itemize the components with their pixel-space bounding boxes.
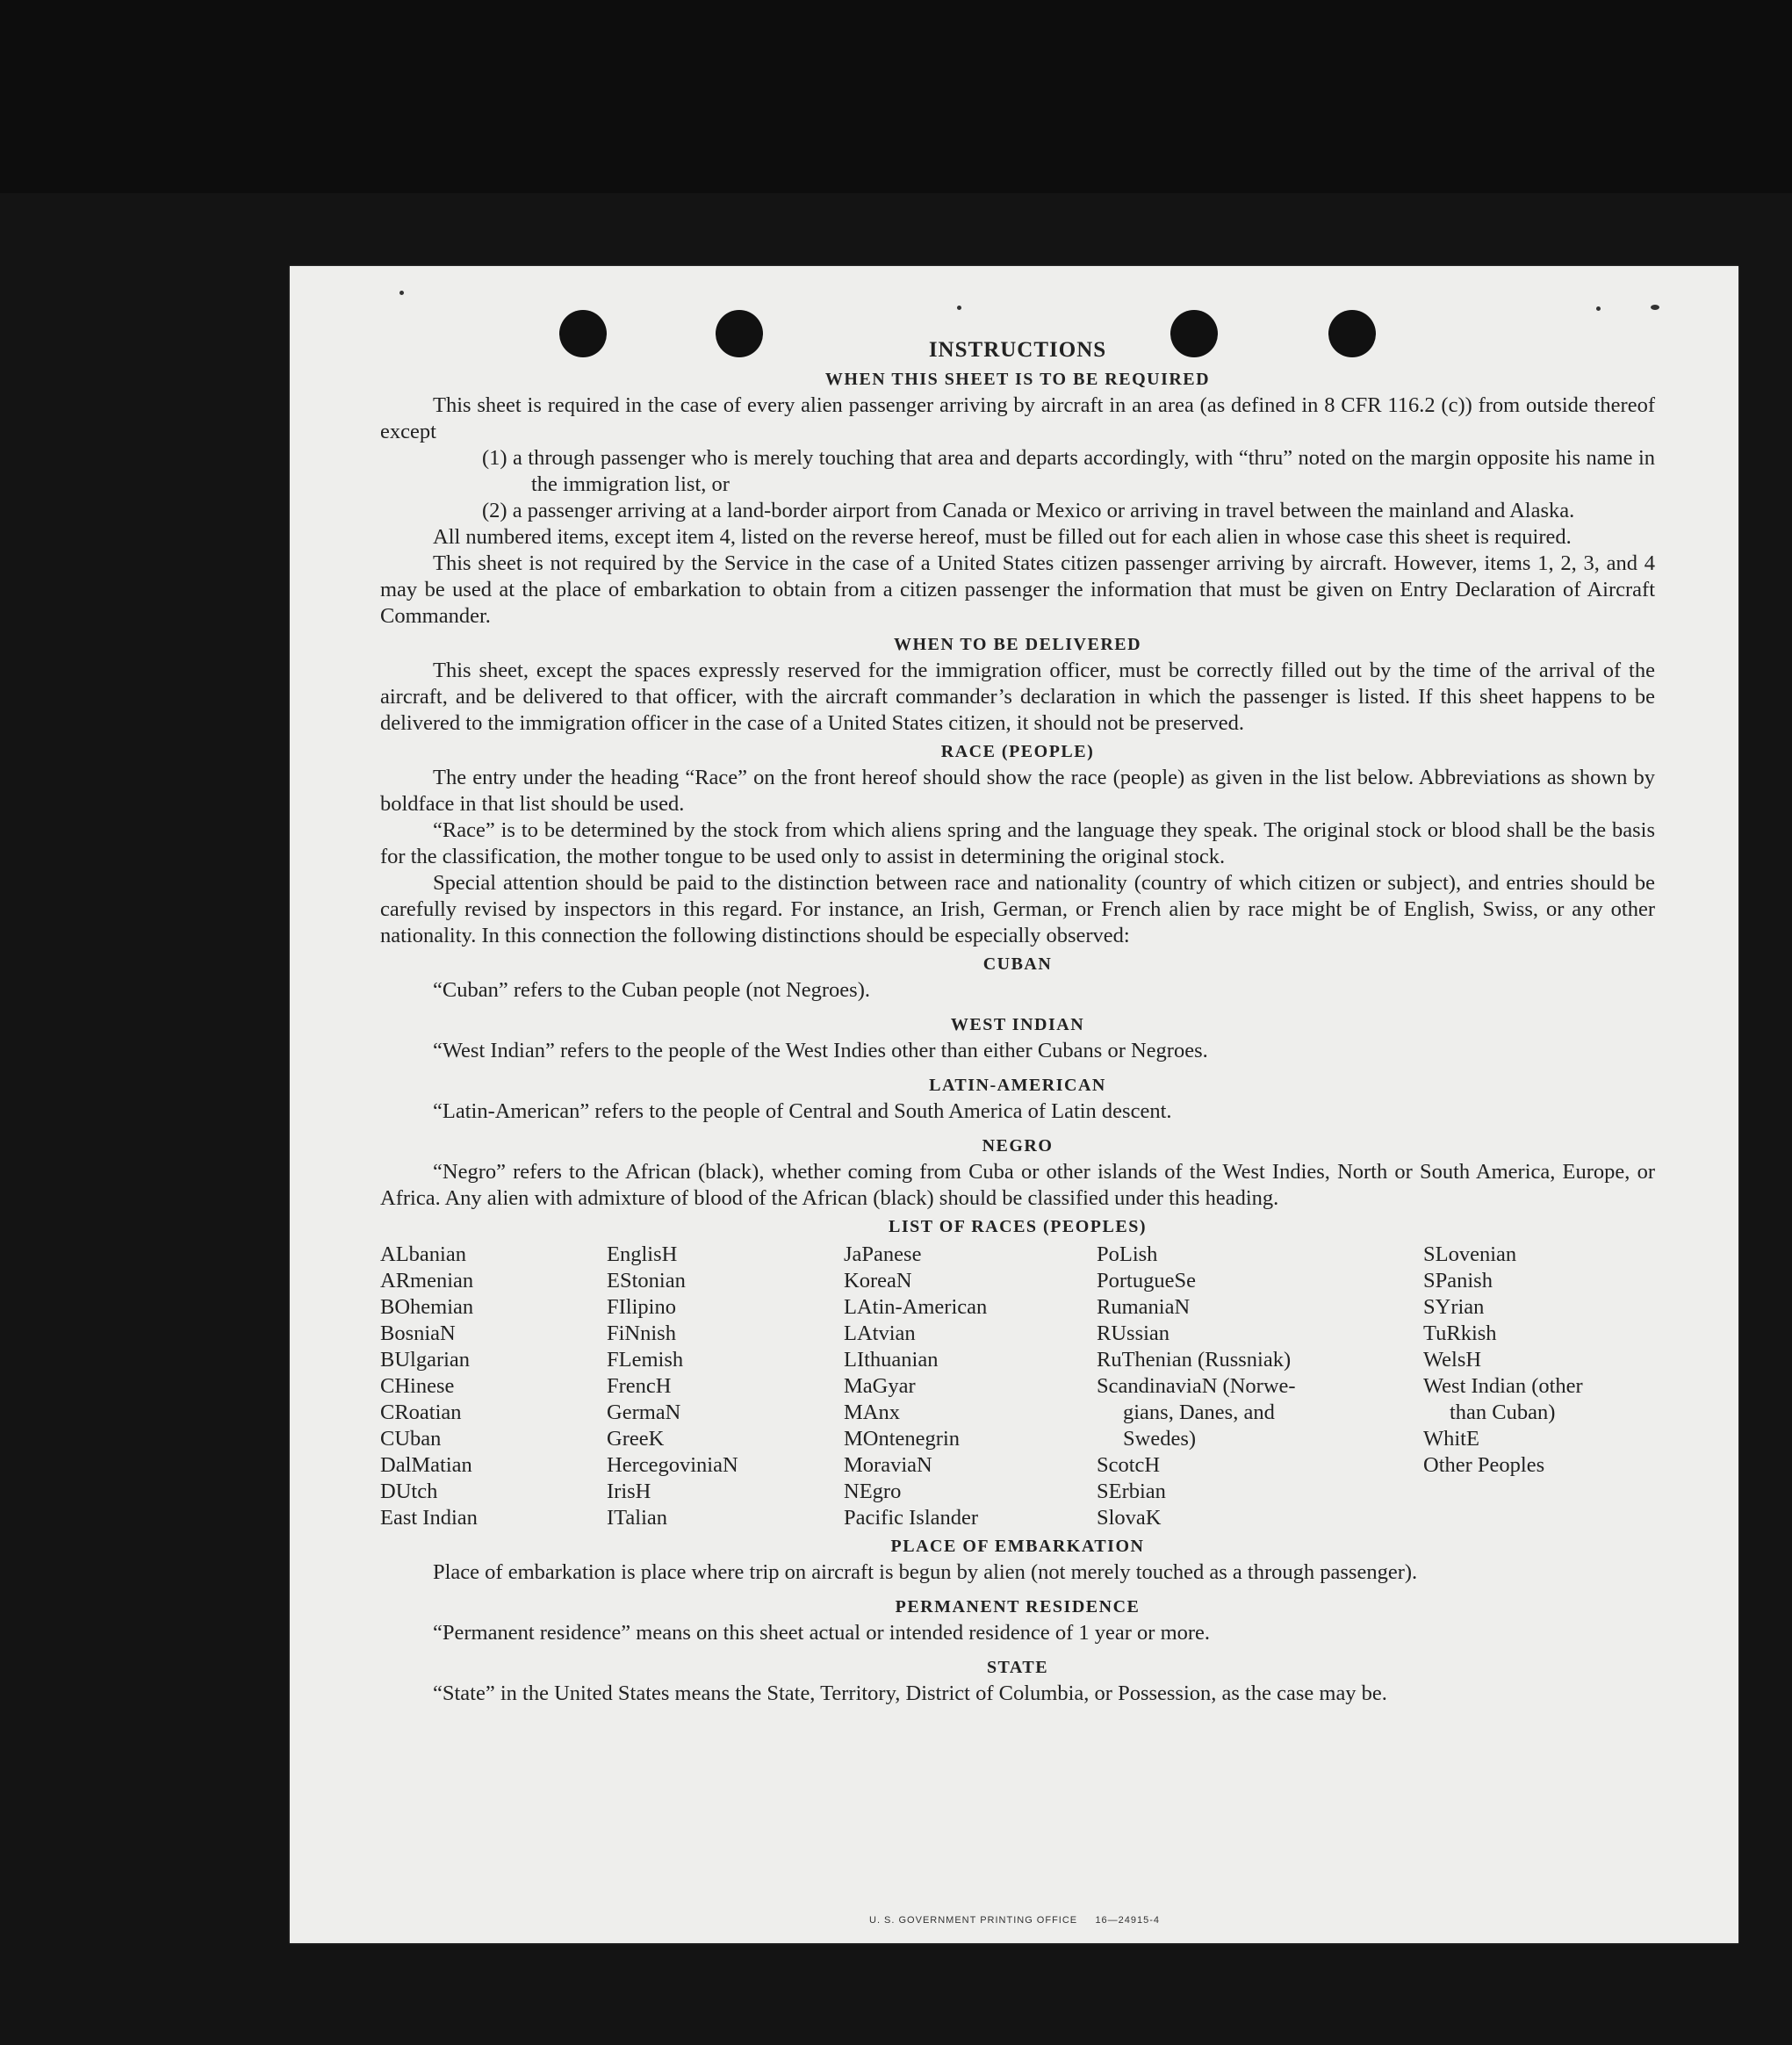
race-entry: BOhemian xyxy=(380,1295,474,1319)
race-entry: Pacific Islander xyxy=(844,1506,979,1530)
paragraph: “Race” is to be determined by the stock from which aliens spring and the language they speak. The original stock or blood shall be the basis for the classification, the mother tongue to be used only to assist in determining the original stock. xyxy=(380,818,1655,868)
paragraph: This sheet, except the spaces expressly reserved for the immigration officer, must be correctly filled out by the time of the arrival of the aircraft, and be delivered to that officer, with the aircraft commander’s declaration in which the passenger is listed. If this sheet happens to be delivered to the immigration officer in the case of a United States citizen, it should not be preserved. xyxy=(380,659,1655,735)
heading-race: RACE (PEOPLE) xyxy=(940,742,1095,761)
race-entry: RumaniaN xyxy=(1097,1295,1191,1319)
race-entry: EnglisH xyxy=(607,1242,678,1266)
races-column xyxy=(1423,1242,1655,1531)
race-entry: RuThenian (Russniak) xyxy=(1097,1348,1292,1372)
list-item: (2) a passenger arriving at a land-border airport from Canada or Mexico or arriving in travel between the mainland and Alaska. xyxy=(482,499,1575,522)
race-entry: EStonian xyxy=(607,1269,686,1293)
heading-west-indian: WEST INDIAN xyxy=(950,1015,1085,1034)
race-entry: LAtin-American xyxy=(844,1295,988,1319)
race-entry: PortugueSe xyxy=(1097,1269,1196,1293)
race-entry: West Indian (other xyxy=(1423,1374,1583,1398)
heading-negro: NEGRO xyxy=(982,1136,1054,1156)
race-entry: WelsH xyxy=(1423,1348,1482,1372)
printer-name: U. S. GOVERNMENT PRINTING OFFICE xyxy=(869,1915,1078,1926)
race-entry: MOntenegrin xyxy=(844,1427,960,1451)
race-entry: East Indian xyxy=(380,1506,478,1530)
heading-cuban: CUBAN xyxy=(982,954,1053,974)
race-entry: ARmenian xyxy=(380,1269,474,1293)
race-entry: SLovenian xyxy=(1423,1242,1517,1266)
paragraph: All numbered items, except item 4, listed on the reverse hereof, must be filled out for each alien in whose case this sheet is required. xyxy=(433,525,1572,549)
paragraph: “West Indian” refers to the people of the West Indies other than either Cubans or Negroes. xyxy=(433,1039,1208,1062)
race-entry: Other Peoples xyxy=(1423,1453,1545,1477)
paragraph: “State” in the United States means the State, Territory, District of Columbia, or Possession, as the case may be. xyxy=(433,1681,1387,1705)
race-entry: JaPanese xyxy=(844,1242,922,1266)
list-item: (1) a through passenger who is merely touching that area and departs accordingly, with “thru” noted on the margin opposite his name in the immigration list, or xyxy=(482,446,1655,496)
race-entry: MaGyar xyxy=(844,1374,916,1398)
printer-imprint xyxy=(869,1915,1160,1926)
race-entry: FIlipino xyxy=(607,1295,676,1319)
race-entry: BUlgarian xyxy=(380,1348,471,1372)
document-body xyxy=(380,336,1655,1707)
paragraph: This sheet is required in the case of every alien passenger arriving by aircraft in an area (as defined in 8 CFR 116.2 (c)) from outside thereof except xyxy=(380,393,1655,443)
race-entry: HercegoviniaN xyxy=(607,1453,738,1477)
paragraph: Special attention should be paid to the distinction between race and nationality (country of which citizen or subject), and entries should be carefully revised by inspectors in this regard. For instance, an Irish, German, or French alien by race might be of English, Swiss, or any other nationality. In this connection the following distinctions should be especially observed: xyxy=(380,871,1655,947)
heading-embarkation: PLACE OF EMBARKATION xyxy=(890,1537,1145,1556)
page-title: INSTRUCTIONS xyxy=(928,338,1107,362)
race-entry: KoreaN xyxy=(844,1269,912,1293)
race-entry: TuRkish xyxy=(1423,1321,1497,1345)
race-entry: SPanish xyxy=(1423,1269,1493,1293)
race-entry: SErbian xyxy=(1097,1480,1166,1503)
paragraph: “Cuban” refers to the Cuban people (not Negroes). xyxy=(433,978,870,1002)
race-entry: GreeK xyxy=(607,1427,665,1451)
paragraph: This sheet is not required by the Service in the case of a United States citizen passenger arriving by aircraft. However, items 1, 2, 3, and 4 may be used at the place of embarkation to obtain from a citizen passenger the information that must be given on Entry Declaration of Aircraft Commander. xyxy=(380,551,1655,628)
race-entry: than Cuban) xyxy=(1450,1401,1556,1424)
scan-speck xyxy=(1651,305,1659,310)
paragraph: The entry under the heading “Race” on the front hereof should show the race (people) as given in the list below. Abbreviations as shown by boldface in that list should be used. xyxy=(380,766,1655,816)
scan-speck xyxy=(1596,306,1601,311)
race-entry: ALbanian xyxy=(380,1242,466,1266)
race-entry: ScotcH xyxy=(1097,1453,1161,1477)
race-entry: BosniaN xyxy=(380,1321,456,1345)
heading-latin-american: LATIN-AMERICAN xyxy=(929,1076,1106,1095)
race-entry: DalMatian xyxy=(380,1453,472,1477)
race-entry: gians, Danes, and xyxy=(1123,1401,1275,1424)
races-column xyxy=(380,1242,607,1531)
race-entry: Swedes) xyxy=(1123,1427,1197,1451)
form-code: 16—24915-4 xyxy=(1095,1915,1161,1926)
race-entry: LIthuanian xyxy=(844,1348,939,1372)
race-entry: FLemish xyxy=(607,1348,684,1372)
race-entry: MAnx xyxy=(844,1401,900,1424)
paragraph: “Latin-American” refers to the people of Central and South America of Latin descent. xyxy=(433,1099,1172,1123)
scan-speck xyxy=(957,306,961,310)
race-entry: CUban xyxy=(380,1427,442,1451)
race-entry: LAtvian xyxy=(844,1321,916,1345)
race-entry: IrisH xyxy=(607,1480,651,1503)
scan-speck xyxy=(399,291,404,295)
races-column xyxy=(607,1242,844,1531)
race-entry: PoLish xyxy=(1097,1242,1158,1266)
heading-list-of-races: LIST OF RACES (PEOPLES) xyxy=(888,1217,1147,1236)
paragraph: “Negro” refers to the African (black), whether coming from Cuba or other islands of the West Indies, North or South America, Europe, or Africa. Any alien with admixture of blood of the African (black) should be classified under this heading. xyxy=(380,1160,1655,1210)
race-entry: WhitE xyxy=(1423,1427,1479,1451)
heading-state: STATE xyxy=(986,1658,1049,1677)
race-entry: NEgro xyxy=(844,1480,902,1503)
race-entry: ITalian xyxy=(607,1506,668,1530)
instruction-sheet xyxy=(290,266,1738,1943)
races-column xyxy=(844,1242,1097,1531)
races-column xyxy=(1097,1242,1423,1531)
scanner-background xyxy=(0,0,1792,193)
races-list xyxy=(380,1242,1655,1531)
race-entry: CRoatian xyxy=(380,1401,462,1424)
race-entry: ScandinaviaN (Norwe- xyxy=(1097,1374,1296,1398)
race-entry: GermaN xyxy=(607,1401,681,1424)
race-entry: DUtch xyxy=(380,1480,438,1503)
race-entry: SlovaK xyxy=(1097,1506,1162,1530)
race-entry: FrencH xyxy=(607,1374,672,1398)
race-entry: RUssian xyxy=(1097,1321,1170,1345)
race-entry: MoraviaN xyxy=(844,1453,932,1477)
heading-when-required: WHEN THIS SHEET IS TO BE REQUIRED xyxy=(824,370,1211,389)
race-entry: CHinese xyxy=(380,1374,455,1398)
race-entry: SYrian xyxy=(1423,1295,1485,1319)
race-entry: FiNnish xyxy=(607,1321,676,1345)
heading-permanent-residence: PERMANENT RESIDENCE xyxy=(895,1597,1141,1617)
heading-when-delivered: WHEN TO BE DELIVERED xyxy=(893,635,1142,654)
paragraph: Place of embarkation is place where trip on aircraft is begun by alien (not merely touched as a through passenger). xyxy=(433,1560,1418,1584)
paragraph: “Permanent residence” means on this sheet actual or intended residence of 1 year or more. xyxy=(433,1621,1211,1645)
